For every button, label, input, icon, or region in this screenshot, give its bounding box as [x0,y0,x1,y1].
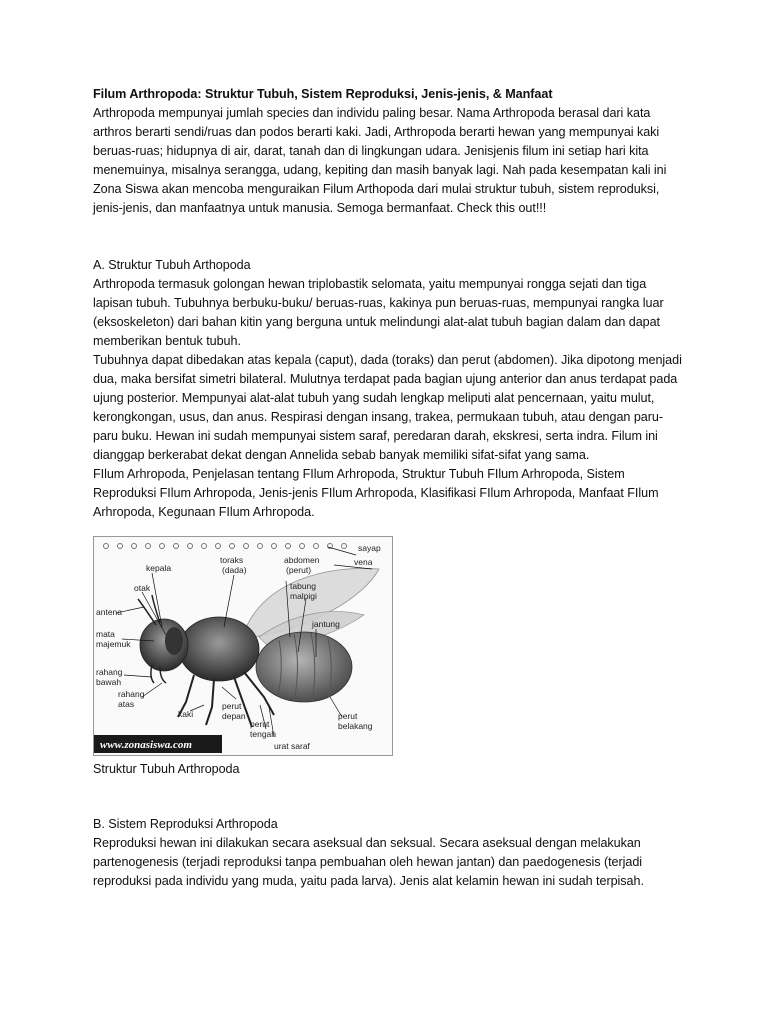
label-vena: vena [354,557,373,567]
label-otak: otak [134,583,151,593]
label-rahang-bawah-1: rahang [96,667,123,677]
label-majemuk: majemuk [96,639,131,649]
label-rahang-bawah-2: bawah [96,677,122,687]
label-perut-depan-1: perut [222,701,242,711]
figure-caption: Struktur Tubuh Arthropoda [93,762,240,776]
document-title: Filum Arthropoda: Struktur Tubuh, Sistem Reproduksi, Jenis-jenis, & Manfaat [93,87,553,101]
section-a-heading: A. Struktur Tubuh Arthopoda [93,258,251,272]
label-antena: antena [96,607,122,617]
section-a-paragraph-2: Tubuhnya dapat dibedakan atas kepala (caput), dada (toraks) dan perut (abdomen). Jika dipotong menjadi dua, maka bersifat simetri bilateral. Mulutnya terdapat pada bagian ujung anterior dan anus terdapat pada ujung posterior. Mempunyai alat-alat tubuh yang sudah lengkap meliputi alat pencernaan, yaitu mulut, kerongkongan, usus, dan anus. Respirasi dengan insang, trakea, permukaan tubuh, atau dengan paru-paru buku. Hewan ini sudah mempunyai sistem saraf, peredaran darah, ekskresi, serta indra. Filum ini dianggap berkerabat dekat dengan Annelida sebab banyak memiliki sifat-sifat yang sama. [93,353,682,462]
label-perut-belakang-1: perut [338,711,358,721]
label-kaki: kaki [178,709,194,719]
label-kepala: kepala [146,563,172,573]
label-rahang-atas-2: atas [118,699,135,709]
label-urat-saraf: urat saraf [274,741,310,751]
figure-watermark: www.zonasiswa.com [100,739,192,751]
label-jantung: jantung [312,619,340,629]
label-perut-depan-2: depan [222,711,246,721]
label-perut-belakang-2: belakang [338,721,373,731]
bee-anatomy-figure [93,536,393,756]
bee-thorax-shape [179,617,259,681]
bee-diagram [94,537,392,755]
intro-paragraph: Arthropoda mempunyai jumlah species dan individu paling besar. Nama Arthropoda berasal dari kata arthros berarti sendi/ruas dan podos berarti kaki. Jadi, Arthropoda berarti hewan yang mempunyai kaki beruas-ruas; hidupnya di air, darat, tanah dan di lingkungan udara. Jenisjenis filum ini setiap hari kita menemuinya, misalnya serangga, udang, kepiting dan masih banyak lagi. Nah pada kesempatan kali ini Zona Siswa akan mencoba menguraikan Filum Arthopoda dari mulai struktur tubuh, sistem reproduksi, jenis-jenis, dan manfaatnya untuk manusia. Semoga bermanfaat. Check this out!!! [93,106,667,215]
section-a-paragraph-3: FIlum Arhropoda, Penjelasan tentang FIlum Arhropoda, Struktur Tubuh FIlum Arhropoda, Sistem Reproduksi FIlum Arhropoda, Jenis-jenis FIlum Arhropoda, Klasifikasi FIlum Arhropoda, Manfaat FIlum Arhropoda, Kegunaan FIlum Arhropoda. [93,467,659,519]
section-b-heading: B. Sistem Reproduksi Arthropoda [93,817,278,831]
label-toraks: toraks [220,555,244,565]
label-tabung: tabung [290,581,316,591]
label-perut-tengah-2: tengah [250,729,276,739]
label-abdomen: abdomen [284,555,320,565]
section-a [93,256,683,522]
bee-abdomen-shape [256,632,352,702]
label-malpigi: malpigi [290,591,317,601]
label-dada: (dada) [222,565,247,575]
ring-holes-decoration [104,544,347,549]
label-sayap: sayap [358,543,381,553]
label-mata: mata [96,629,115,639]
label-perut-abdomen: (perut) [286,565,312,575]
intro-section [93,85,683,218]
label-rahang-atas-1: rahang [118,689,145,699]
section-b [93,815,683,891]
figure-caption-block [93,760,683,779]
section-a-paragraph-1: Arthropoda termasuk golongan hewan triplobastik selomata, yaitu mempunyai rongga sejati dan tiga lapisan tubuh. Tubuhnya berbuku-buku/ beruas-ruas, kakinya pun beruas-ruas, mempunyai rangka luar (eksoskeleton) dari bahan kitin yang berguna untuk melindungi alat-alat tubuh bagian dalam dan dapat memberikan bentuk tubuh. [93,277,664,348]
section-b-paragraph-1: Reproduksi hewan ini dilakukan secara aseksual dan seksual. Secara aseksual dengan melakukan partenogenesis (terjadi reproduksi tanpa pembuahan oleh hewan jantan) dan paedogenesis (terjadi reproduksi pada individu yang muda, yaitu pada larva). Jenis alat kelamin hewan ini sudah terpisah. [93,836,644,888]
label-perut-tengah-1: perut [250,719,270,729]
